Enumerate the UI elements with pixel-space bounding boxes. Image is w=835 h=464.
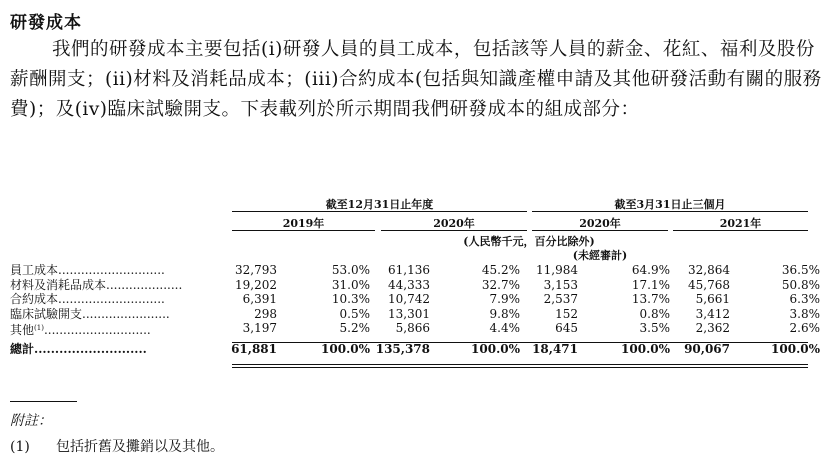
cell: 3.8% [789,306,820,321]
group-rule-annual [232,211,527,212]
row-label: 材料及消耗品成本.................... [10,277,183,292]
cell: 2,537 [543,292,578,306]
row-label: 其他$^{(1)}$............................ [10,323,151,337]
footnote-text: 包括折舊及攤銷以及其他。 [56,439,224,455]
cell: 0.5% [339,306,370,321]
intro-paragraph-text: 我們的研發成本主要包括(i)研發人員的員工成本，包括該等人員的薪金、花紅、福利及股份薪酬開支；(ii)材料及消耗品成本；(iii)合約成本(包括與知識產權申請及其他研發活動有關的服務費)；及(iv)臨床試驗開支。下表載列於所示期間我們研發成本的組成部分： [10,39,822,120]
cell: 100.0% [471,341,520,356]
cell: 3.5% [639,321,670,335]
footnote-number: (1) [10,439,30,455]
cell: 7.9% [489,292,520,306]
cell: 152 [555,306,578,321]
group-header-quarterly: 截至3月31日止三個月 [614,198,726,211]
cell: 32,864 [688,263,730,277]
cell: 11,984 [536,263,578,277]
intro-paragraph [10,35,828,125]
cell: 50.8% [781,277,820,292]
cell: 5,661 [695,292,730,306]
cell: 0.8% [639,306,670,321]
cell: 64.9% [631,263,670,277]
row-label: 合約成本............................ [10,292,165,306]
cell: 36.5% [781,263,820,277]
cell: 100.0% [621,341,670,356]
footnote-rule [10,401,77,402]
row-label: 臨床試驗開支....................... [10,306,170,321]
table-row [10,306,820,322]
cell: 45.2% [481,263,520,277]
cell: 2,362 [695,321,730,335]
year-rule-2 [381,230,527,231]
footnote-item [10,436,224,456]
cell: 135,378 [375,341,430,356]
year-rule-4 [673,230,808,231]
cell: 53.0% [331,263,370,277]
cell: 61,136 [388,263,430,277]
year-header-2019: 2019年 [282,217,325,230]
cell: 44,333 [388,277,430,292]
cell: 19,202 [235,277,277,292]
cell: 18,471 [532,341,578,356]
year-rule-1 [232,230,375,231]
cell: 298 [254,306,277,321]
cell: 4.4% [489,321,520,335]
table-row [10,277,820,293]
cell: 9.8% [489,306,520,321]
table-row [10,321,820,337]
cell: 10,742 [388,292,430,306]
cell: 13.7% [631,292,670,306]
cell: 45,768 [688,277,730,292]
table-row-total [10,341,820,357]
group-rule-quarterly [532,211,808,212]
cell: 3,153 [543,277,578,292]
cell: 17.1% [631,277,670,292]
cell: 100.0% [321,341,370,356]
footnote-label: 附註： [10,413,52,429]
unit-note: (人民幣千元，百分比除外) [463,235,595,248]
table-row [10,292,820,307]
cell: 2.6% [789,321,820,335]
row-label: 員工成本............................ [10,263,165,277]
group-header-annual: 截至12月31日止年度 [325,198,434,211]
cell: 5,866 [395,321,430,335]
total-bottom-rule-2 [232,367,808,368]
cell: 32,793 [235,263,277,277]
cell: 13,301 [388,306,430,321]
cell: 5.2% [339,321,370,335]
cell: 32.7% [481,277,520,292]
table-row [10,263,820,278]
row-label: 總計........................... [10,341,147,356]
cell: 61,881 [231,341,277,356]
year-header-2020-annual: 2020年 [433,217,475,230]
cell: 645 [555,321,578,335]
cell: 3,197 [242,321,277,335]
cell: 3,412 [695,306,730,321]
total-bottom-rule-1 [232,364,808,365]
footnote-marker: (1) [34,324,44,332]
cell: 6,391 [242,292,277,306]
year-header-2020-quarter: 2020年 [579,217,621,230]
cell: 100.0% [771,341,820,356]
cell: 6.3% [789,292,820,306]
year-header-2021-quarter: 2021年 [719,217,762,230]
year-rule-3 [532,230,668,231]
cell: 31.0% [331,277,370,292]
audit-note: (未經審計) [572,249,628,262]
cell: 10.3% [331,292,370,306]
section-title: 研發成本 [10,13,82,33]
total-top-rule [232,342,808,343]
cell: 90,067 [684,341,730,356]
